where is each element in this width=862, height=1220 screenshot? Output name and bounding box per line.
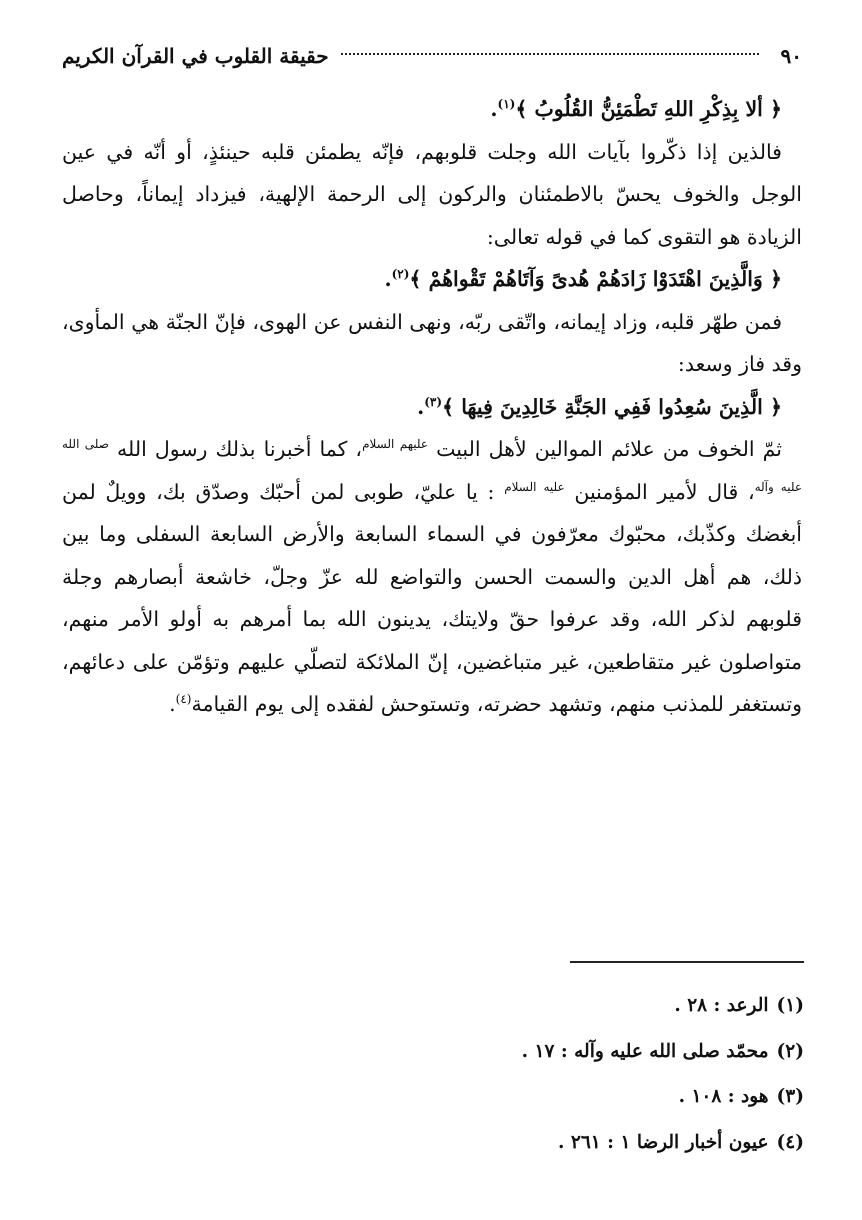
footnote-ref-4: (٤)	[175, 692, 192, 707]
running-title: حقيقة القلوب في القرآن الكريم	[62, 44, 329, 68]
verse-3-text: الَّذِينَ سُعِدُوا فَفِي الجَنَّةِ خَالِدِينَ فِيهَا	[461, 394, 763, 419]
footnote-separator	[570, 961, 804, 963]
header-dot-leader	[341, 53, 759, 55]
footnote-1-text: الرعد : ٢٨ .	[674, 995, 769, 1016]
quran-verse-1: ﴿ ألا بِذِكْرِ اللهِ تَطْمَئِنُّ القُلُوبُ ﴾$^{(١)}$.	[490, 97, 782, 121]
verse-2-close-bracket: ﴾	[409, 267, 422, 291]
footnote-2-text: محمّد صلى الله عليه وآله : ١٧ .	[521, 1040, 769, 1062]
paragraph-1: فالذين إذا ذكّروا بآيات الله وجلت قلوبهم، فإنّه يطمئن قلبه حينئذٍ، أو أنّه في عين الوجل والخوف يحسّ بالاطمئنان والركون إلى الرحمة الإلهية، فيزداد إيماناً، وحاصل الزيادة هو التقوى كما في قوله تعالى:	[62, 139, 802, 249]
footnote-3-text: هود : ١٠٨ .	[678, 1086, 769, 1107]
footnote-4-text: عيون أخبار الرضا ١ : ٢٦١ .	[558, 1131, 769, 1153]
salutation-prophet: صلى الله عليه وآله	[62, 437, 802, 494]
quran-verse-3: ﴿ الَّذِينَ سُعِدُوا فَفِي الجَنَّةِ خَالِدِينَ فِيهَا ﴾$^{(٣)}$.	[417, 394, 782, 419]
footnote-2	[404, 1029, 804, 1075]
paragraph-3-end: .	[169, 692, 176, 716]
footnote-1-number: (١)	[776, 995, 804, 1016]
paragraph-3-part-b: ، كما أخبرنا بذلك رسول الله	[117, 437, 363, 461]
paragraph-3-part-d: : يا عليّ، طوبى لمن أحبّك وصدّق بك، وويلٌ لمن أبغضك وكذّبك، محبّوك معرّفون في السماء السابعة والأرض السابعة السفلى وما بين ذلك، هم أهل الدين والسمت الحسن والتواضع لله عزّ وجلّ، خاشعة أبصارهم وجلة قلوبهم لذكر الله، وقد عرفوا حقّ ولايتك، يدينون الله بما أمرهم به أولو الأمر منهم، متواصلون غير متقاطعين، غير متباغضين، إنّ الملائكة لتصلّي عليهم وتؤمّن على دعائهم، وتستغفر للمذنب منهم، وتشهد حضرته، وتستوحش لفقده إلى يوم القيامة	[62, 479, 802, 716]
paragraph-2: فمن طهّر قلبه، وزاد إيمانه، واتّقى ربّه، ونهى النفس عن الهوى، فإنّ الجنّة هي المأوى، وقد فاز وسعد:	[62, 309, 802, 376]
footnote-2-number: (٢)	[776, 1040, 804, 1062]
footnote-ref-3: (٣)	[424, 394, 443, 409]
running-header	[62, 38, 802, 74]
paragraph-3-part-a: ثمّ الخوف من علائم الموالين لأهل البيت	[436, 437, 782, 461]
footnote-4-number: (٤)	[776, 1131, 804, 1153]
footnote-ref-1: (١)	[497, 97, 516, 112]
verse-3-open-bracket: ﴿	[769, 394, 782, 419]
main-text	[62, 88, 802, 726]
verse-3-close-bracket: ﴾	[442, 394, 455, 419]
verse-1-close-bracket: ﴾	[515, 97, 528, 121]
salutation-ali: عليه السلام	[504, 479, 565, 494]
verse-1-text: ألا بِذِكْرِ اللهِ تَطْمَئِنُّ القُلُوبُ	[534, 97, 763, 121]
footnote-3-number: (٣)	[776, 1086, 804, 1107]
footnote-3	[404, 1074, 804, 1120]
verse-1-open-bracket: ﴿	[769, 97, 782, 121]
verse-2-open-bracket: ﴿	[769, 267, 782, 291]
quran-verse-2: ﴿ وَالَّذِينَ اهْتَدَوْا زَادَهُمْ هُدىً وَآتَاهُمْ تَقْواهُمْ ﴾$^{(٢)}$.	[384, 267, 782, 291]
page-number: ٩٠	[780, 44, 802, 68]
footnote-1	[404, 983, 804, 1029]
footnote-4	[404, 1120, 804, 1166]
paragraph-3	[62, 428, 802, 726]
footnote-ref-2: (٢)	[391, 267, 410, 282]
verse-2-text: وَالَّذِينَ اهْتَدَوْا زَادَهُمْ هُدىً وَآتَاهُمْ تَقْواهُمْ	[428, 267, 763, 291]
salutation-ahl-al-bayt: عليهم السلام	[362, 437, 429, 452]
footnotes	[404, 983, 804, 1165]
paragraph-3-part-c: ، قال لأمير المؤمنين	[574, 479, 755, 504]
